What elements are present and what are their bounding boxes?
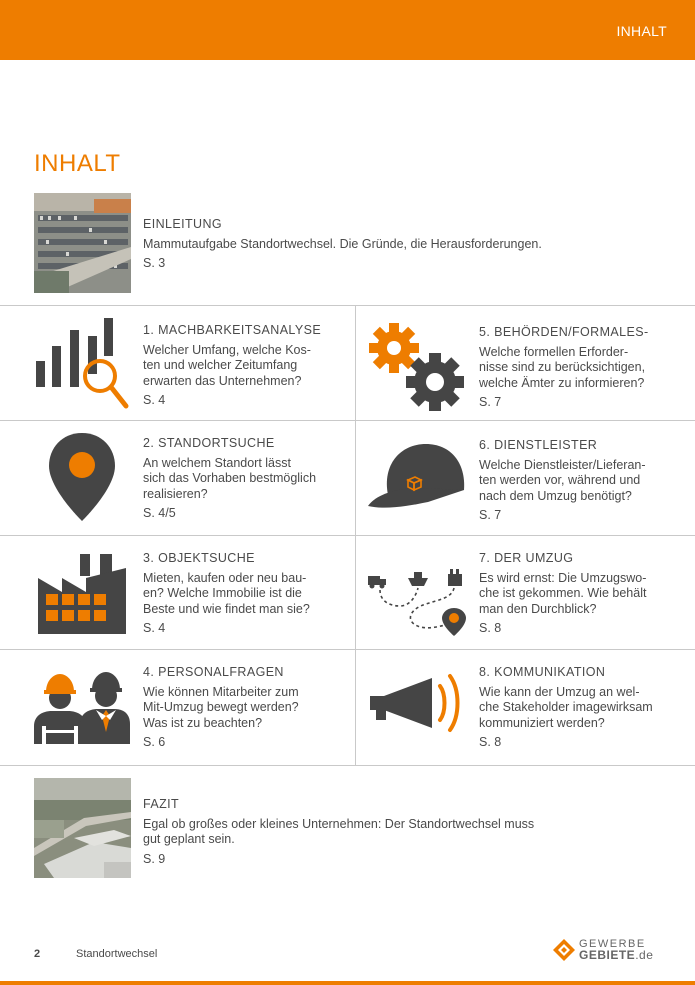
intro-text: Mammutaufgabe Standortwechsel. Die Gründe, die Herausforderungen. — [143, 236, 542, 251]
section-text: Welche formellen Erforder- nisse sind zu berücksichtigen, welche Ämter zu informieren? — [479, 344, 646, 390]
fazit-text: Egal ob großes oder kleines Unternehmen: Der Standortwechsel muss gut geplant sein. — [143, 816, 535, 846]
megaphone-icon — [368, 666, 468, 745]
divider — [0, 305, 695, 306]
divider — [0, 649, 695, 650]
logo-suffix: .de — [635, 948, 654, 962]
section-entry-personalfragen[interactable] — [143, 665, 348, 751]
map-pin-icon — [46, 431, 118, 528]
factory-icon — [36, 552, 128, 643]
section-entry-umzug[interactable] — [479, 551, 689, 637]
divider — [0, 765, 695, 766]
intro-photo-parking-lot — [34, 193, 131, 293]
logo-diamond-icon — [553, 939, 575, 961]
section-page: S. 7 — [479, 395, 502, 409]
logo-line2 — [579, 948, 653, 962]
section-text: Wie können Mitarbeiter zum Mit-Umzug bewegt werden? Was ist zu beachten? — [143, 684, 299, 730]
section-title: 7. DER UMZUG — [479, 551, 574, 565]
workers-icon — [32, 666, 132, 751]
section-entry-kommunikation[interactable] — [479, 665, 689, 751]
logo-line1: GEWERBE — [579, 938, 646, 950]
section-text: Wie kann der Umzug an wel- che Stakeholder imagewirksam kommuniziert werden? — [479, 684, 653, 730]
section-page: S. 4 — [143, 393, 166, 407]
fazit-entry[interactable] — [143, 797, 613, 867]
footer-bar — [0, 981, 695, 985]
header-bar — [0, 0, 695, 60]
cap-icon — [368, 440, 468, 520]
intro-page: S. 3 — [143, 256, 166, 270]
section-text: Welche Dienstleister/Lieferan- ten werden vor, während und nach dem Umzug benötigt? — [479, 457, 646, 503]
section-page: S. 7 — [479, 508, 502, 522]
section-page: S. 8 — [479, 735, 502, 749]
header-label: INHALT — [616, 23, 667, 39]
section-title: 3. OBJEKTSUCHE — [143, 551, 255, 565]
intro-title: EINLEITUNG — [143, 217, 223, 231]
divider — [355, 305, 356, 765]
section-page: S. 8 — [479, 621, 502, 635]
section-entry-standortsuche[interactable] — [143, 436, 348, 522]
section-title: 5. BEHÖRDEN/FORMALES- — [479, 325, 649, 339]
section-entry-dienstleister[interactable] — [479, 438, 689, 524]
section-title: 1. MACHBARKEITSANALYSE — [143, 323, 322, 337]
bar-chart-magnifier-icon — [32, 316, 132, 416]
gears-icon — [368, 318, 468, 418]
section-entry-machbarkeit[interactable] — [143, 323, 348, 409]
footer-label: Standortwechsel — [76, 948, 158, 960]
section-page: S. 6 — [143, 735, 166, 749]
section-text: Es wird ernst: Die Umzugswo- che ist gekommen. Wie behält man den Durchblick? — [479, 570, 647, 616]
section-title: 4. PERSONALFRAGEN — [143, 665, 284, 679]
page-title: INHALT — [34, 150, 121, 177]
section-entry-objektsuche[interactable] — [143, 551, 348, 637]
logo-word: GEBIETE — [579, 948, 636, 962]
section-title: 8. KOMMUNIKATION — [479, 665, 606, 679]
section-entry-behoerden[interactable] — [479, 325, 689, 411]
section-title: 6. DIENSTLEISTER — [479, 438, 598, 452]
intro-entry[interactable] — [143, 217, 613, 272]
section-page: S. 4 — [143, 621, 166, 635]
divider — [0, 535, 695, 536]
page-number: 2 — [34, 948, 41, 960]
section-text: Welcher Umfang, welche Kos- ten und welcher Zeitumfang erwarten das Unternehmen? — [143, 342, 311, 388]
fazit-title: FAZIT — [143, 797, 180, 811]
fazit-page: S. 9 — [143, 851, 166, 866]
fazit-photo-industrial-park — [34, 778, 131, 878]
divider — [0, 420, 695, 421]
section-page: S. 4/5 — [143, 506, 176, 520]
section-text: An welchem Standort lässt sich das Vorhaben bestmöglich realisieren? — [143, 455, 317, 501]
section-title: 2. STANDORTSUCHE — [143, 436, 275, 450]
section-text: Mieten, kaufen oder neu bau- en? Welche Immobilie ist die Beste und wie findet man sie? — [143, 570, 310, 616]
route-icon — [366, 566, 468, 643]
